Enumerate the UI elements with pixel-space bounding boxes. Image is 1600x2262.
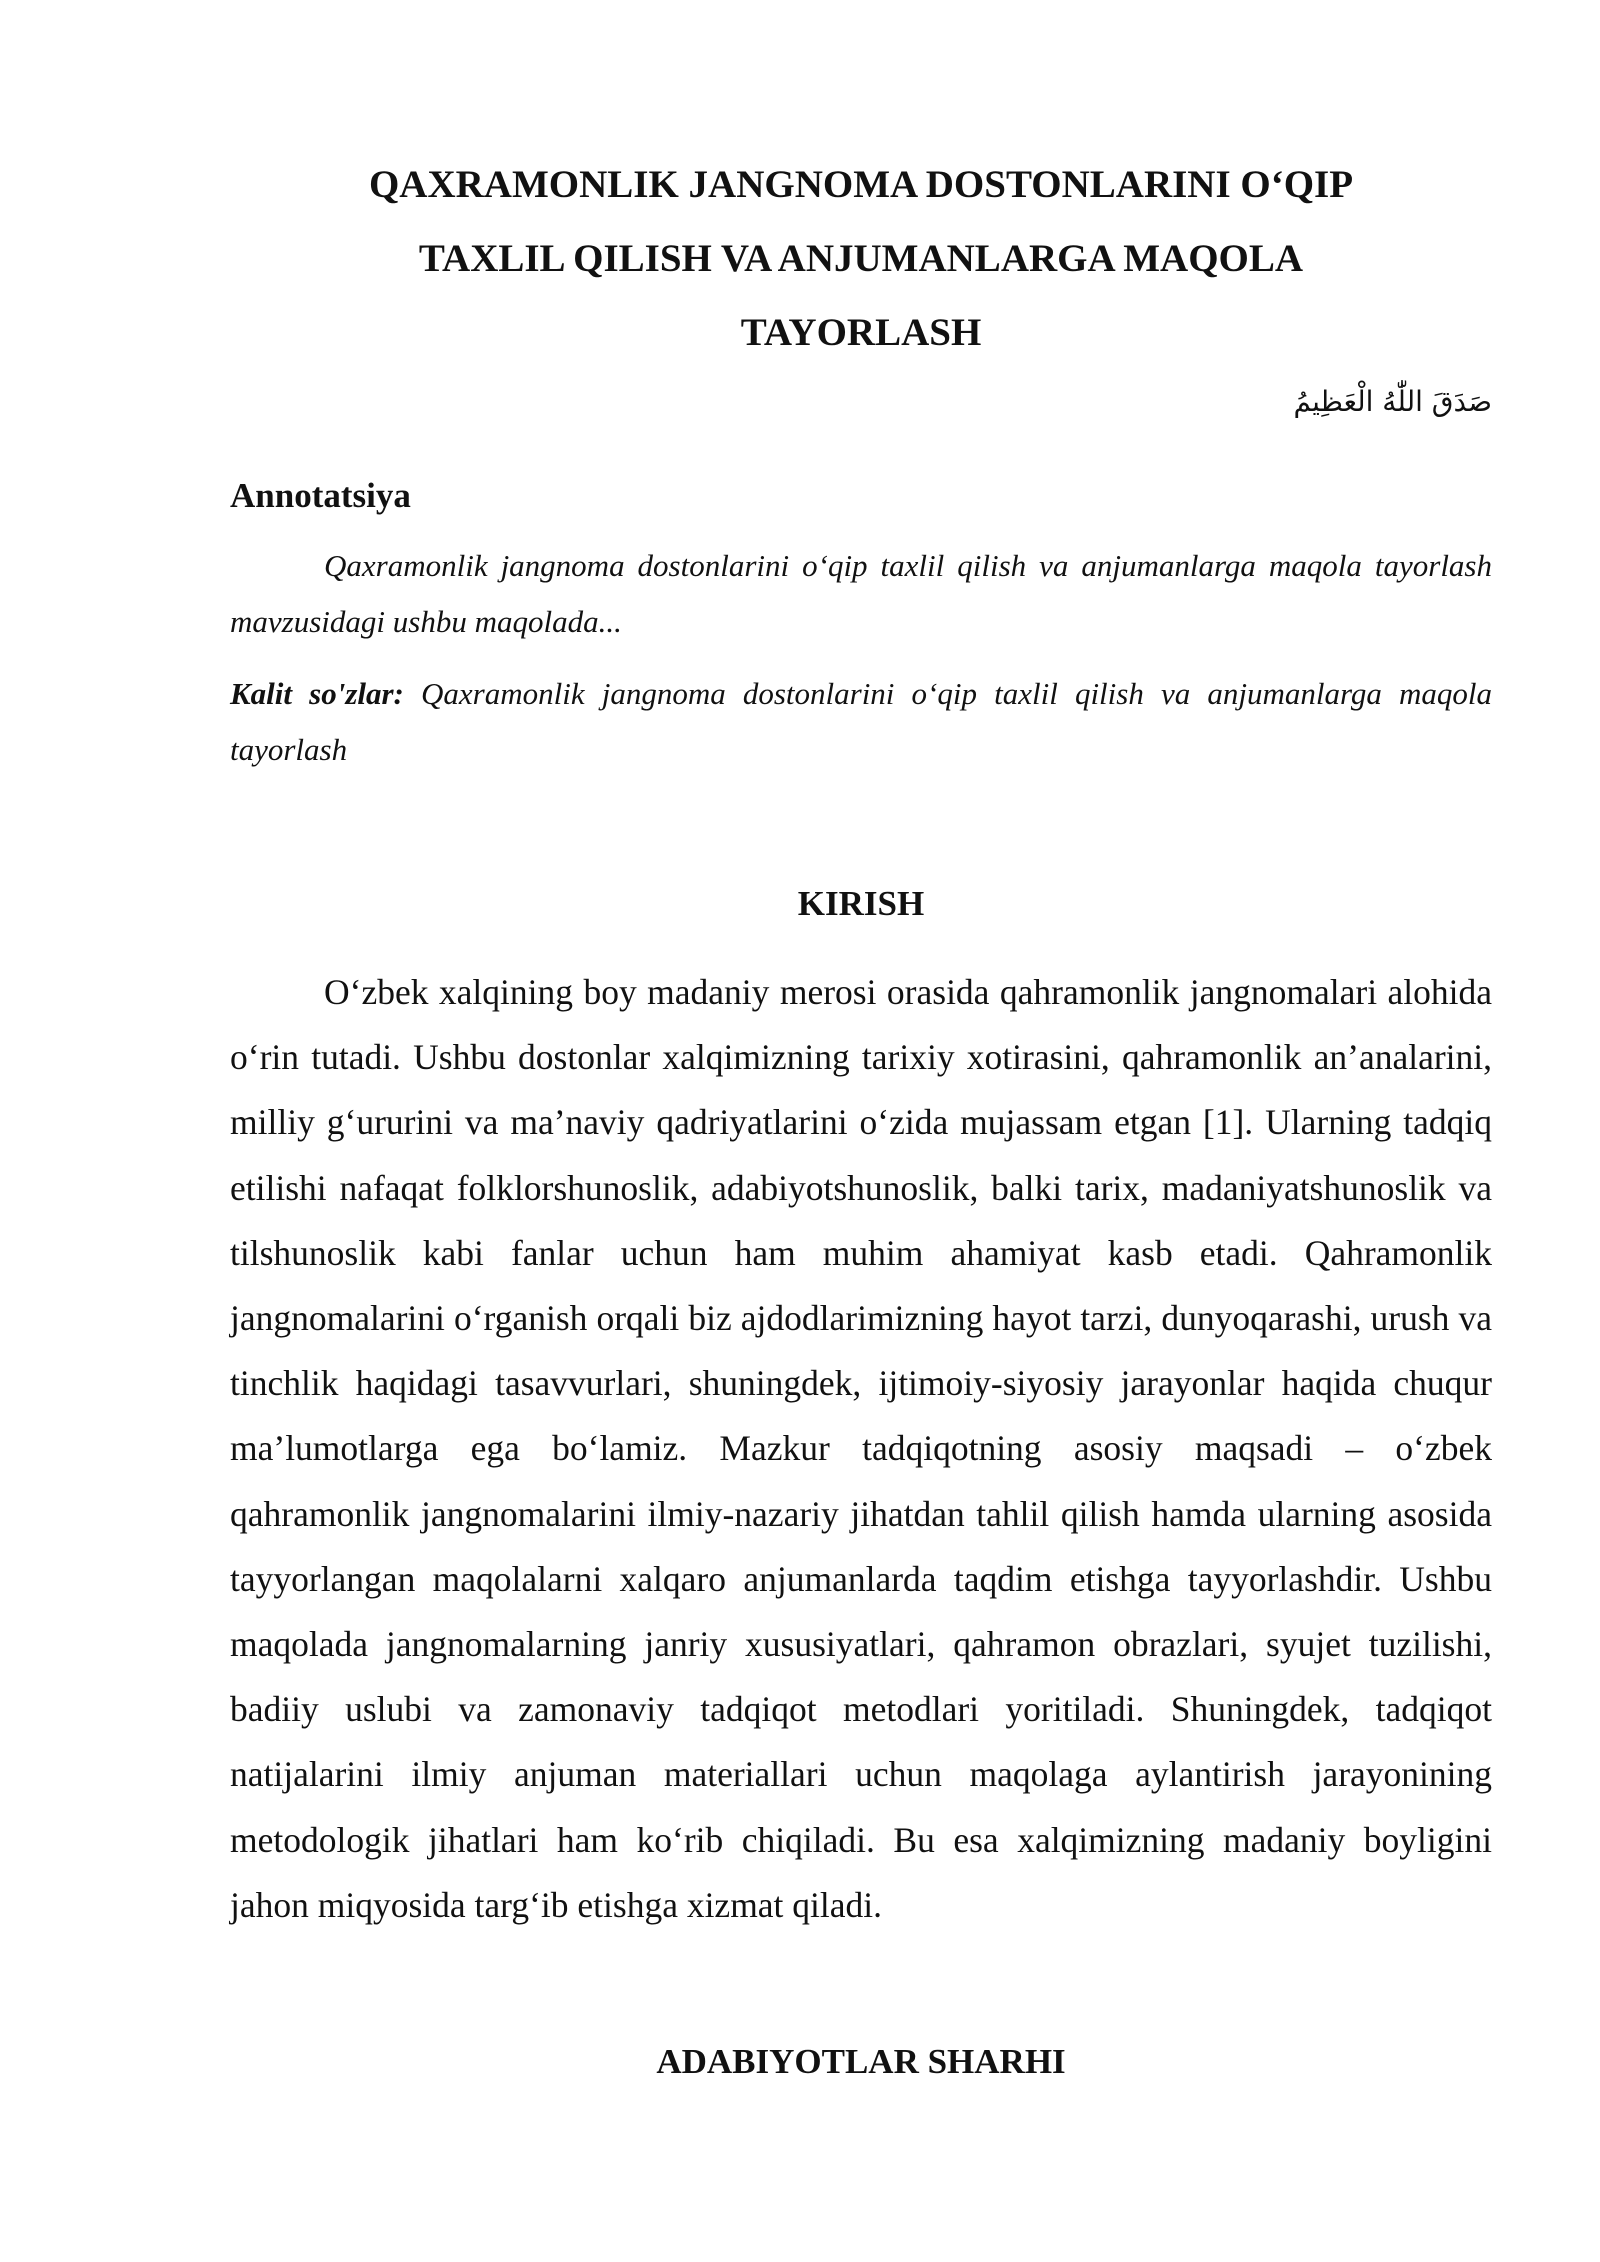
keywords-label: Kalit so'zlar: — [230, 676, 404, 711]
abstract-text: Qaxramonlik jangnoma dostonlarini o‘qip taxlil qilish va anjumanlarga maqola tayorlash mavzusidagi ushbu maqolada... — [230, 548, 1492, 639]
introduction-heading: KIRISH — [797, 884, 925, 923]
introduction-paragraph: O‘zbek xalqining boy madaniy merosi orasida qahramonlik jangnomalari alohida o‘rin tutadi. Ushbu dostonlar xalqimizning tarixiy xotirasini, qahramonlik an’analarini, milliy g‘ururini va ma’naviy qadriyatlarini o‘zida mujassam etgan [1]. Ularning tadqiq etilishi nafaqat folklorshunoslik, adabiyotshunoslik, balki tarix, madaniyatshunoslik va tilshunoslik kabi fanlar uchun ham muhim ahamiyat kasb etadi. Qahramonlik jangnomalarini o‘rganish orqali biz ajdodlarimizning hayot tarzi, dunyoqarashi, urush va tinchlik haqidagi tasavvurlari, shuningdek, ijtimoiy-siyosiy jarayonlar haqida chuqur ma’lumotlarga ega bo‘lamiz. Mazkur tadqiqotning asosiy maqsadi – o‘zbek qahramonlik jangnomalarini ilmiy-nazariy jihatdan tahlil qilish hamda ularning asosida tayyorlangan maqolalarni xalqaro anjumanlarda taqdim etishga tayyorlashdir. Ushbu maqolada jangnomalarning janriy xususiyatlari, qahramon obrazlari, syujet tuzilishi, badiiy uslubi va zamonaviy tadqiqot metodlari yoritiladi. Shuningdek, tadqiqot natijalarini ilmiy anjuman materiallari uchun maqolaga aylantirish jarayonining metodologik jihatlari ham ko‘rib chiqiladi. Bu esa xalqimizning madaniy boyligini jahon miqyosida targ‘ib etishga xizmat qiladi. — [230, 972, 1492, 1925]
title-line: TAXLIL QILISH VA ANJUMANLARGA MAQOLA — [418, 237, 1304, 280]
title-line: QAXRAMONLIK JANGNOMA DOSTONLARINI O‘QIP — [368, 163, 1354, 206]
arabic-phrase: صَدَقَ اللّٰهُ الْعَظِيمُ — [1293, 385, 1492, 418]
keywords-text: Qaxramonlik jangnoma dostonlarini o‘qip taxlil qilish va anjumanlarga maqola tayorlash — [230, 676, 1492, 767]
literature-review-heading: ADABIYOTLAR SHARHI — [656, 2042, 1066, 2081]
abstract-heading: Annotatsiya — [230, 476, 411, 515]
title-line: TAYORLASH — [740, 311, 982, 354]
keywords-paragraph — [230, 666, 1492, 778]
document-title — [230, 148, 1492, 370]
